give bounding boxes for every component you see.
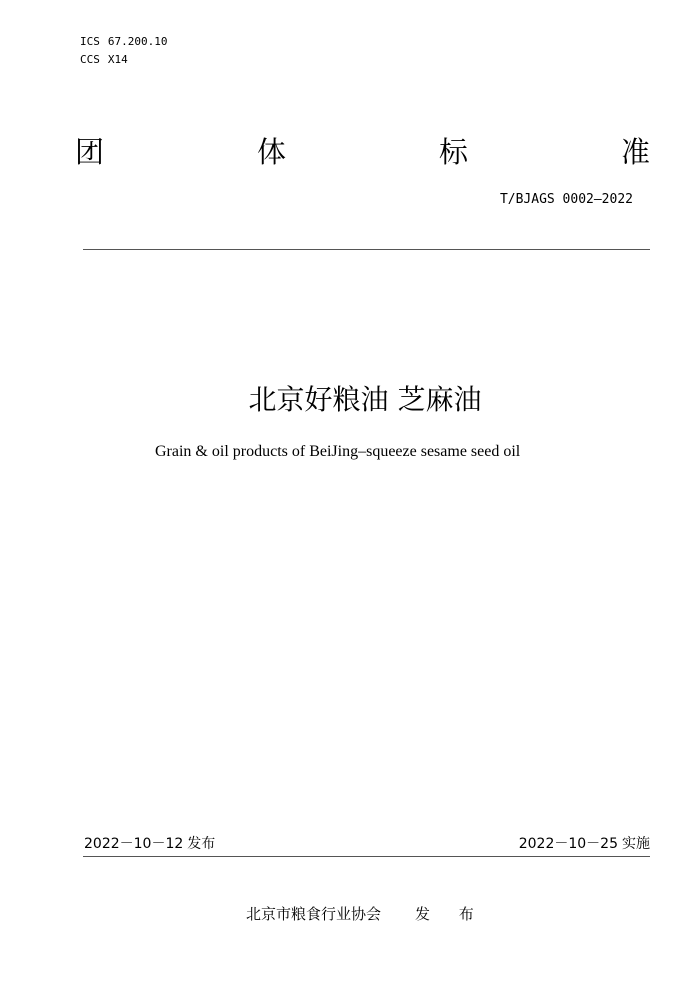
document-title-chinese: 北京好粮油 芝麻油 (248, 383, 482, 416)
standard-type-heading (75, 134, 650, 170)
ccs-code (80, 53, 128, 67)
publish-date-value: 2022－10－12 (84, 836, 184, 852)
publisher-line (246, 904, 486, 924)
top-divider (83, 249, 650, 250)
standard-number: T/BJAGS 0002—2022 (499, 192, 633, 207)
publish-date (84, 835, 215, 853)
publish-word: 发布 (187, 836, 216, 852)
standard-type-char: 准 (620, 135, 650, 169)
standard-type-char: 标 (438, 135, 468, 169)
publisher-name: 北京市粮食行业协会 (246, 905, 382, 923)
standard-type-char: 体 (256, 135, 286, 169)
effective-word: 实施 (622, 836, 650, 852)
ccs-value: X14 (107, 53, 128, 66)
bottom-divider (83, 856, 650, 857)
effective-date-value: 2022－10－25 (518, 836, 618, 852)
effective-date (519, 835, 650, 853)
document-title-english: Grain & oil products of BeiJing–squeeze sesame seed oil (155, 443, 521, 460)
ics-code (80, 35, 167, 49)
ccs-label: CCS (80, 53, 100, 66)
standard-type-char: 团 (75, 135, 105, 169)
ics-label: ICS (80, 35, 100, 48)
issue-word: 发 布 (415, 905, 486, 923)
ics-value: 67.200.10 (107, 35, 168, 48)
